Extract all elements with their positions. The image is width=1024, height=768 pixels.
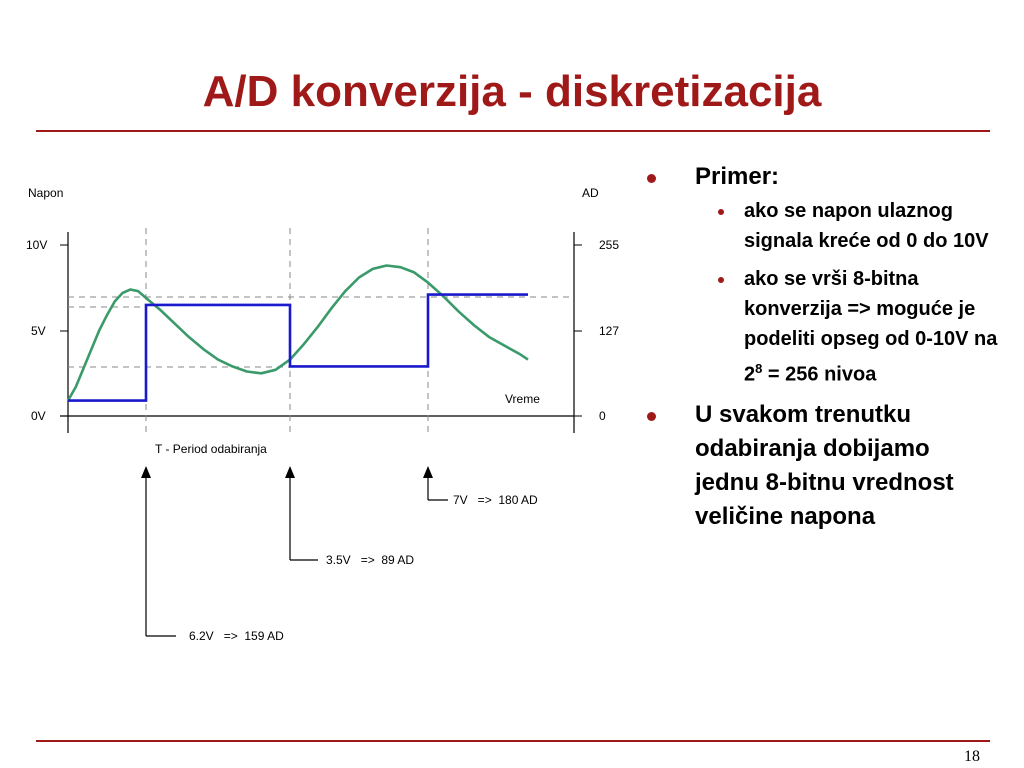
- bullet-sampling: [640, 398, 1000, 534]
- sub-bullet-dot-icon: [718, 209, 724, 215]
- input-signal-curve: [68, 266, 528, 401]
- sample-label-3: 7V => 180 AD: [453, 493, 538, 507]
- left-tick-label-5v: 5V: [31, 324, 46, 338]
- left-tick-label-0v: 0V: [31, 409, 46, 423]
- y-axis-label-left: Napon: [28, 186, 64, 200]
- arrowhead-1: [141, 466, 151, 478]
- y-axis-label-right: AD: [582, 186, 599, 200]
- arrowhead-2: [285, 466, 295, 478]
- bullet-dot-icon: [647, 412, 656, 421]
- arrowhead-3: [423, 466, 433, 478]
- exponent: 8: [755, 361, 763, 376]
- sample-label-1: 6.2V => 159 AD: [189, 629, 284, 643]
- bullet-sampling-text: U svakom trenutku odabiranja dobijamo jednu 8-bitnu vrednost veličine napona: [695, 400, 954, 530]
- sub-bullet-range-text: ako se napon ulaznog signala kreće od 0 do 10V: [744, 200, 989, 252]
- period-label: T - Period odabiranja: [155, 442, 267, 456]
- sub-bullet-dot-icon: [718, 277, 724, 283]
- page-number: 18: [964, 748, 980, 765]
- slide-title: A/D konverzija - diskretizacija: [202, 67, 822, 116]
- sub-bullet-range: [640, 196, 1000, 256]
- bullet-primer: [640, 160, 1000, 194]
- bullet-list: [640, 160, 1000, 536]
- sample-label-2: 3.5V => 89 AD: [326, 553, 415, 567]
- right-tick-label-255: 255: [599, 238, 620, 252]
- footer-divider: [36, 740, 990, 742]
- left-tick-label-10v: 10V: [26, 238, 48, 252]
- sub-bullet-bits-text: ako se vrši 8-bitna konverzija => moguće je podeliti opseg od 0-10V na 2: [744, 268, 998, 386]
- sub-bullet-bits-tail: = 256 nivoa: [762, 363, 877, 386]
- right-tick-label-127: 127: [599, 324, 620, 338]
- bullet-primer-text: Primer:: [695, 163, 780, 190]
- x-axis-label: Vreme: [505, 392, 540, 406]
- sub-bullet-bits: [640, 264, 1000, 390]
- bullet-dot-icon: [647, 174, 656, 183]
- right-tick-label-0: 0: [599, 409, 606, 423]
